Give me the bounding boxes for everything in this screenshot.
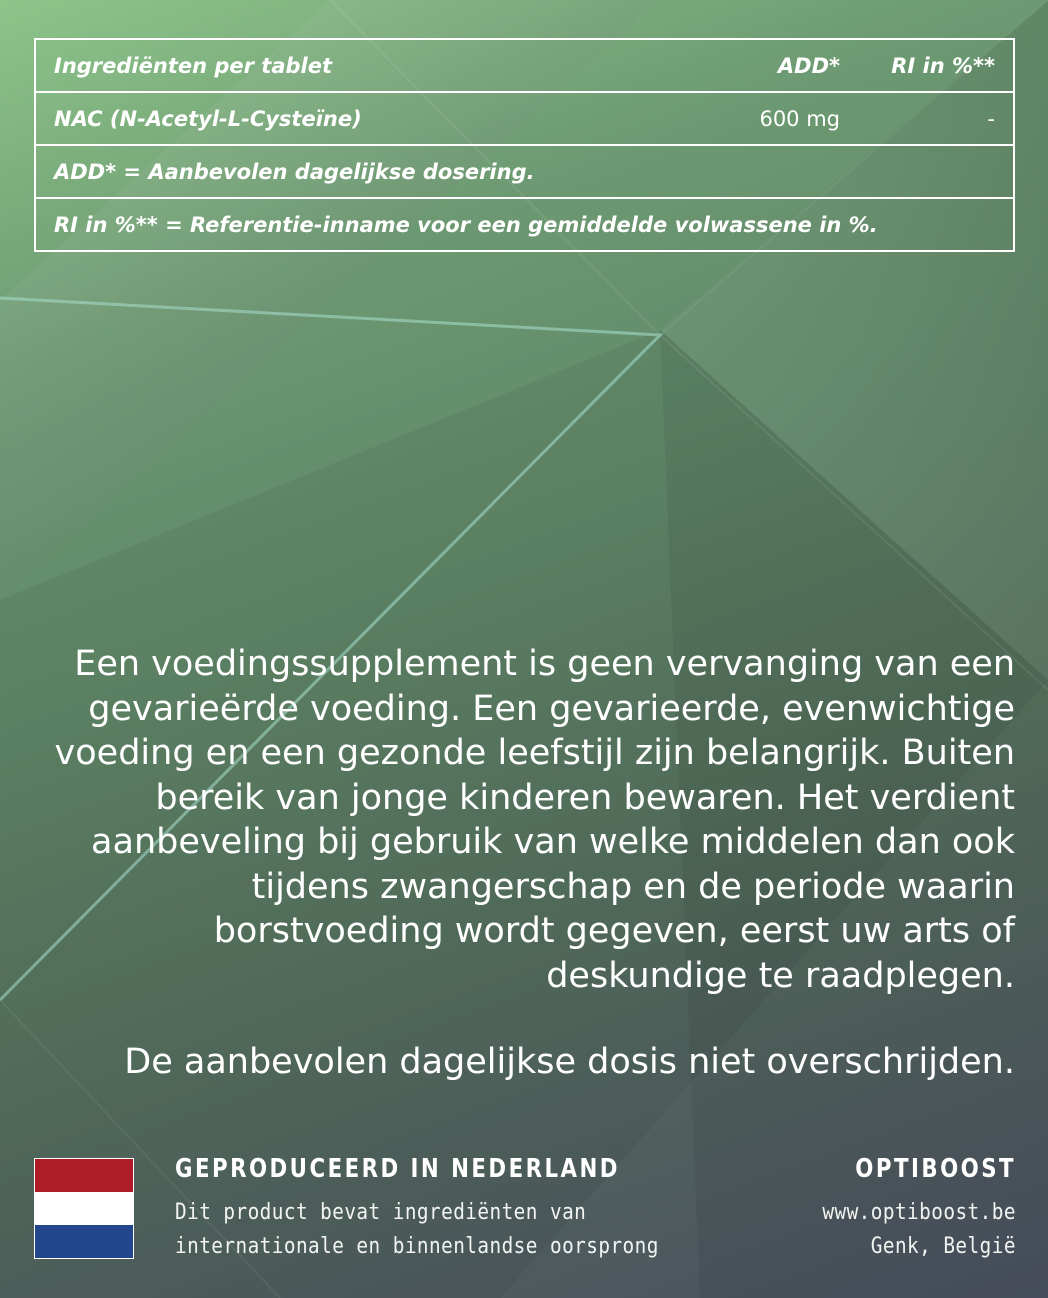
disclaimer-line: borstvoeding wordt gegeven, eerst uw arts of: [213, 911, 1015, 951]
origin-line: internationale en binnenlandse oorsprong: [175, 1234, 659, 1259]
origin-line: Dit product bevat ingrediënten van: [175, 1200, 587, 1225]
flag-stripe-blue: [35, 1225, 133, 1258]
disclaimer-line: aanbeveling bij gebruik van welke middelen dan ook: [91, 822, 1015, 862]
brand-location: Genk, België: [870, 1234, 1016, 1259]
table-header-row: [35, 39, 1014, 92]
ingredient-ri: -: [858, 92, 1014, 145]
brand-name: OPTIBOOST: [855, 1154, 1016, 1184]
footnote-row: [35, 145, 1014, 198]
disclaimer-text: [40, 642, 1015, 998]
ingredient-add: 600 mg: [632, 92, 858, 145]
header-add: ADD*: [632, 39, 858, 92]
flag-stripe-white: [35, 1192, 133, 1225]
ingredient-name: NAC (N-Acetyl-L-Cysteïne): [35, 92, 632, 145]
disclaimer-line: gevarieërde voeding. Een gevarieerde, evenwichtige: [88, 688, 1015, 729]
disclaimer-line: Een voedingssupplement is geen vervanging van een: [74, 644, 1015, 684]
table-row: [35, 92, 1014, 145]
origin-text: [175, 1196, 659, 1264]
footnote-row: [35, 198, 1014, 251]
ingredient-table: [34, 38, 1015, 252]
footnote-ri: RI in %** = Referentie-inname voor een gemiddelde volwassene in %.: [35, 198, 1014, 251]
disclaimer-line: deskundige te raadplegen.: [546, 955, 1015, 996]
origin-title: GEPRODUCEERD IN NEDERLAND: [175, 1154, 620, 1184]
netherlands-flag-icon: [34, 1158, 134, 1259]
header-ri: RI in %**: [858, 39, 1014, 92]
footnote-add: ADD* = Aanbevolen dagelijkse dosering.: [35, 145, 1014, 198]
disclaimer-line: bereik van jonge kinderen bewaren. Het verdient: [155, 777, 1015, 818]
brand-info: [822, 1196, 1016, 1264]
disclaimer-line: tijdens zwangerschap en de periode waarin: [251, 866, 1015, 907]
flag-stripe-red: [35, 1159, 133, 1192]
dosage-warning: De aanbevolen dagelijkse dosis niet overschrijden.: [124, 1042, 1015, 1082]
disclaimer-line: voeding en een gezonde leefstijl zijn belangrijk. Buiten: [54, 733, 1015, 773]
header-ingredient: Ingrediënten per tablet: [35, 39, 632, 92]
brand-website: www.optiboost.be: [822, 1200, 1016, 1225]
